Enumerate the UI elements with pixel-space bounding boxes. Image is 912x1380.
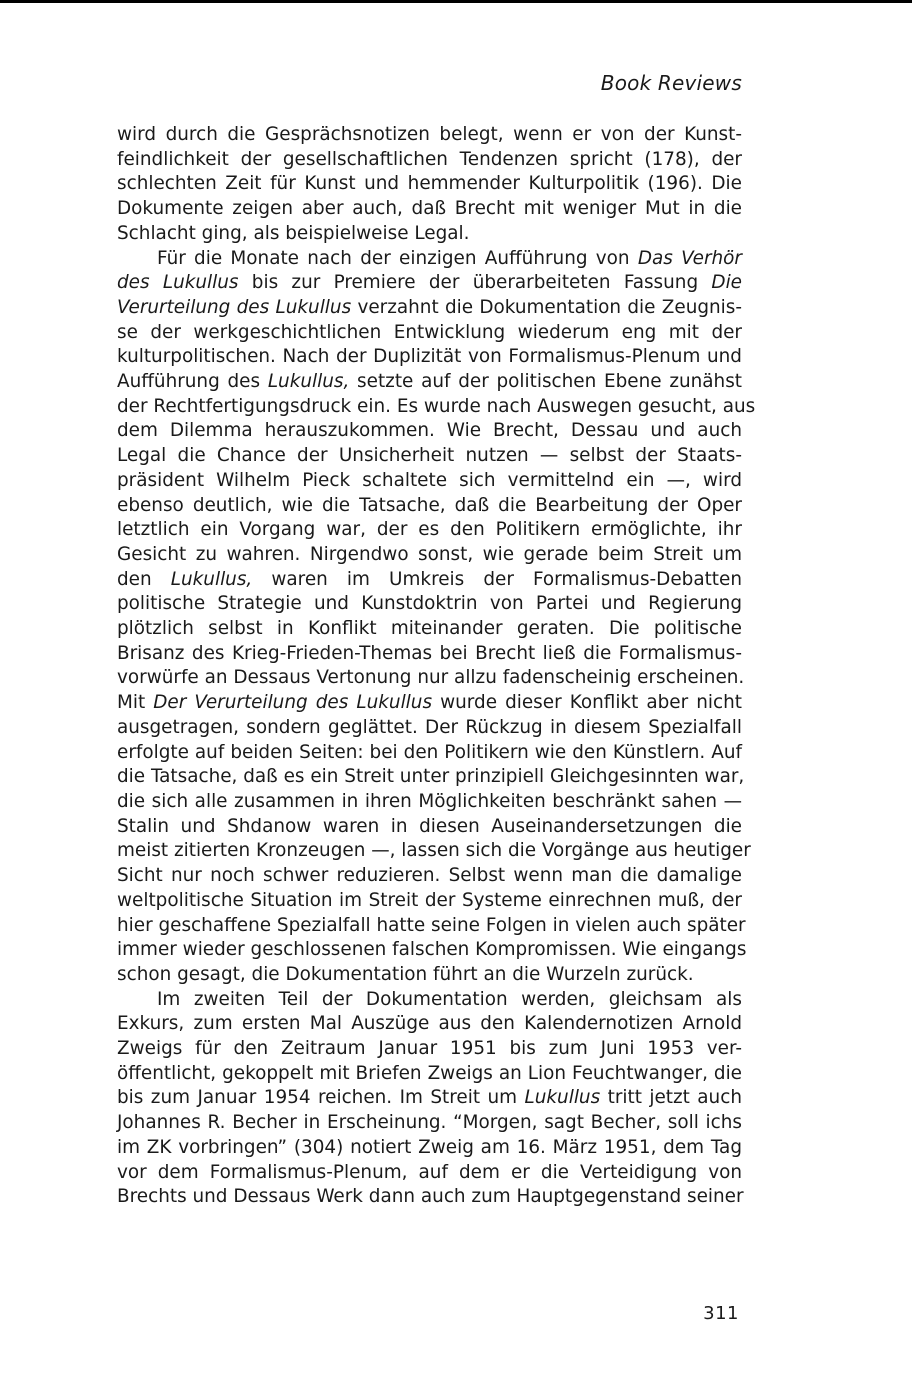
text-line: schlechten Zeit für Kunst und hemmender Kulturpolitik (196). Die [117, 173, 742, 195]
text-line: Legal die Chance der Unsicherheit nutzen — selbst der Staats- [117, 445, 742, 467]
text-line: feindlichkeit der gesellschaftlichen Tendenzen spricht (178), der [117, 148, 742, 170]
text-line: erfolgte auf beiden Seiten: bei den Politikern wie den Künstlern. Auf [117, 741, 742, 763]
text-line: Dokumente zeigen aber auch, daß Brecht mit weniger Mut in die [117, 198, 742, 220]
text-line: öffentlicht, gekoppelt mit Briefen Zweigs an Lion Feuchtwanger, die [117, 1062, 742, 1084]
text-line: Stalin und Shdanow waren in diesen Auseinandersetzungen die [117, 815, 742, 837]
paragraph-1 [117, 123, 742, 247]
text-line: präsident Wilhelm Pieck schaltete sich vermittelnd ein —, wird [117, 469, 742, 491]
text-line: bis zum Januar 1954 reichen. Im Streit um Lukullus tritt jetzt auch [117, 1087, 742, 1109]
text-line: der Rechtfertigungsdruck ein. Es wurde nach Auswegen gesucht, aus [117, 395, 756, 417]
text-line: Johannes R. Becher in Erscheinung. “Morgen, sagt Becher, soll ichs [117, 1112, 742, 1134]
text-line: Verurteilung des Lukullus verzahnt die Dokumentation die Zeugnis- [117, 296, 743, 318]
text-line: Mit Der Verurteilung des Lukullus wurde dieser Konflikt aber nicht [117, 692, 742, 714]
text-line: politische Strategie und Kunstdoktrin von Partei und Regierung [117, 593, 742, 615]
text-line: wird durch die Gesprächsnotizen belegt, wenn er von der Kunst- [117, 124, 742, 145]
text-line: ebenso deutlich, wie die Tatsache, daß die Bearbeitung der Oper [117, 494, 742, 516]
text-line: meist zitierten Kronzeugen —, lassen sich die Vorgänge aus heutiger [117, 840, 751, 862]
text-line: schon gesagt, die Dokumentation führt an die Wurzeln zurück. [117, 963, 694, 985]
text-line: vor dem Formalismus-Plenum, auf dem er die Verteidigung von [117, 1161, 742, 1183]
text-line: immer wieder geschlossenen falschen Kompromissen. Wie eingangs [117, 939, 747, 961]
text-line: des Lukullus bis zur Premiere der überarbeiteten Fassung Die [117, 272, 742, 294]
text-line: dem Dilemma herauszukommen. Wie Brecht, Dessau und auch [117, 420, 742, 442]
text-line: vorwürfe an Dessaus Vertonung nur allzu fadenscheinig erscheinen. [117, 667, 745, 689]
paragraph-2 [117, 247, 756, 988]
text-line: hier geschaffene Spezialfall hatte seine Folgen in vielen auch später [117, 914, 746, 936]
text-line: kulturpolitischen. Nach der Duplizität von Formalismus-Plenum und [117, 346, 742, 368]
text-line: Zweigs für den Zeitraum Januar 1951 bis zum Juni 1953 ver- [117, 1038, 742, 1060]
text-line: Gesicht zu wahren. Nirgendwo sonst, wie gerade beim Streit um [117, 543, 742, 565]
page-number: 311 [703, 1303, 739, 1324]
paragraph-3 [117, 988, 742, 1210]
text-line: im ZK vorbringen” (304) notiert Zweig am 16. März 1951, dem Tag [117, 1136, 742, 1158]
text-line: Schlacht ging, als beispielweise Legal. [117, 222, 470, 244]
text-line: weltpolitische Situation im Streit der Systeme einrechnen muß, der [117, 889, 742, 911]
top-border-rule [0, 0, 912, 3]
text-line: die Tatsache, daß es ein Streit unter prinzipiell Gleichgesinnten war, [117, 766, 745, 788]
text-line: Sicht nur noch schwer reduzieren. Selbst wenn man die damalige [117, 865, 742, 887]
running-head: Book Reviews [600, 71, 742, 95]
text-line: plötzlich selbst in Konflikt miteinander geraten. Die politische [117, 618, 742, 640]
text-line: ausgetragen, sondern geglättet. Der Rückzug in diesem Spezialfall [117, 716, 742, 738]
text-line: se der werkgeschichtlichen Entwicklung wiederum eng mit der [117, 321, 742, 343]
text-line: Brechts und Dessaus Werk dann auch zum Hauptgegenstand seiner [117, 1186, 744, 1208]
text-line: Brisanz des Krieg-Frieden-Themas bei Brecht ließ die Formalismus- [117, 642, 742, 664]
text-line: den Lukullus, waren im Umkreis der Formalismus-Debatten [117, 568, 742, 590]
body-text [117, 123, 756, 1210]
text-line: Im zweiten Teil der Dokumentation werden, gleichsam als [157, 988, 742, 1010]
text-line: die sich alle zusammen in ihren Möglichkeiten beschränkt sahen — [117, 790, 742, 812]
text-line: letztlich ein Vorgang war, der es den Politikern ermöglichte, ihr [117, 519, 742, 541]
text-line: Aufführung des Lukullus, setzte auf der politischen Ebene zunähst [117, 371, 743, 393]
text-line: Exkurs, zum ersten Mal Auszüge aus den Kalendernotizen Arnold [117, 1013, 742, 1035]
text-line: Für die Monate nach der einzigen Aufführung von Das Verhör [157, 247, 742, 269]
